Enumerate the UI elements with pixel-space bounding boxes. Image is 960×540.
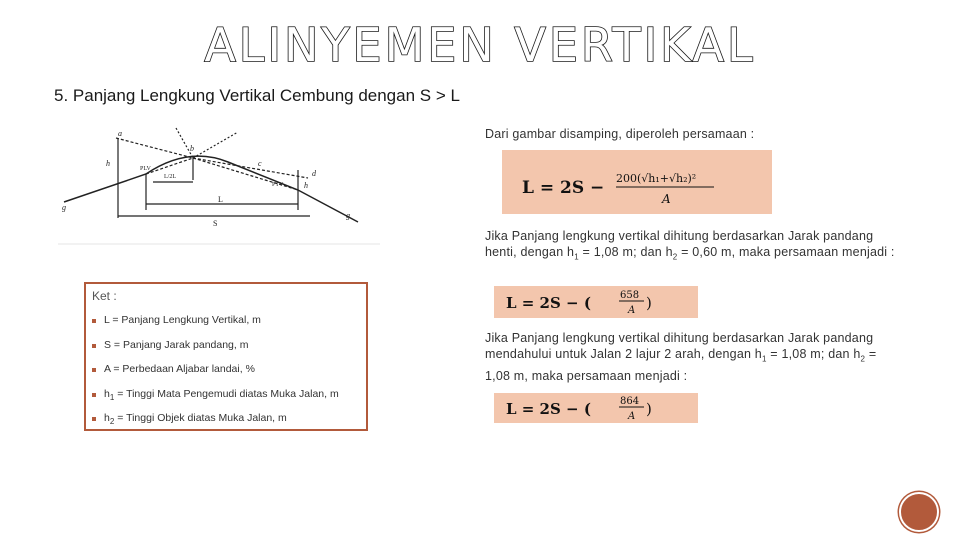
- bullet-icon: [92, 368, 96, 372]
- formula-numerator: 200(√h₁+√h₂)²: [616, 172, 697, 185]
- ket-item-text: $h_1$ = Tinggi Mata Pengemudi diatas Muka Jalan, m: [104, 387, 339, 402]
- formula-lhs: L = 2S − (: [506, 294, 591, 312]
- ket-heading: Ket :: [92, 289, 117, 303]
- formula-denominator: A: [628, 411, 636, 422]
- formula-stopping: [494, 286, 698, 318]
- list-item: [92, 314, 339, 339]
- label-c: c: [258, 159, 262, 168]
- formula-numerator: 658: [620, 290, 640, 301]
- vertical-curve-diagram: [58, 118, 380, 248]
- section-subtitle: 5. Panjang Lengkung Vertikal Cembung dengan S > L: [54, 86, 460, 105]
- label-h2: h: [304, 181, 308, 190]
- bullet-icon: [92, 319, 96, 323]
- formula-lhs: L = 2S −: [522, 178, 605, 198]
- bullet-icon: [92, 393, 96, 397]
- label-a: a: [118, 129, 122, 138]
- label-g1: g: [62, 203, 66, 212]
- bullet-icon: [92, 344, 96, 348]
- formula-close: ): [646, 400, 652, 418]
- formula-close: ): [646, 294, 652, 312]
- label-l: L: [218, 195, 223, 204]
- list-item: [92, 363, 339, 388]
- ket-item-text: S = Panjang Jarak pandang, m: [104, 338, 249, 351]
- slide-number-badge: [899, 492, 939, 532]
- list-item: [92, 388, 339, 413]
- ket-item-text: $h_2$ = Tinggi Objek diatas Muka Jalan, m: [104, 412, 287, 427]
- paragraph-stopping-sight: Jika Panjang lengkung vertikal dihitung berdasarkan Jarak pandang henti, dengan $h_1 = 1,08$ m; dan $h_2 = 0,60$ m, maka persamaan menjadi :: [485, 229, 895, 262]
- formula-denominator: A: [628, 305, 636, 316]
- label-d: d: [312, 169, 316, 178]
- formula-lhs: L = 2S − (: [506, 400, 591, 418]
- label-s: S: [213, 219, 218, 228]
- ket-legend-box: [84, 282, 368, 431]
- label-plv: PLV: [140, 166, 151, 172]
- ket-list: [92, 314, 339, 437]
- paragraph-intro: Dari gambar disamping, diperoleh persamaan :: [485, 127, 755, 141]
- label-h1: h: [106, 159, 110, 168]
- label-ptv: PTV: [272, 182, 284, 188]
- label-half-l: L/2L: [164, 174, 176, 180]
- paragraph-passing-sight: Jika Panjang lengkung vertikal dihitung berdasarkan Jarak pandang mendahului untuk Jalan 2 lajur 2 arah, dengan $h_1 = 1,08$ m; dan $h_2 = 1,08$ m, maka persamaan menjadi :: [485, 331, 877, 383]
- ket-item-text: L = Panjang Lengkung Vertikal, m: [104, 314, 261, 326]
- bullet-icon: [92, 417, 96, 421]
- label-g2: g: [346, 211, 350, 220]
- list-item: [92, 339, 339, 364]
- ket-item-text: A = Perbedaan Aljabar landai, %: [104, 363, 255, 375]
- label-b: b: [190, 144, 194, 153]
- formula-passing: [494, 393, 698, 423]
- formula-general: [502, 150, 772, 214]
- list-item: [92, 412, 339, 437]
- page-title: ALINYEMEN VERTIKAL: [204, 18, 756, 72]
- formula-numerator: 864: [620, 396, 640, 407]
- formula-denominator: A: [662, 192, 671, 206]
